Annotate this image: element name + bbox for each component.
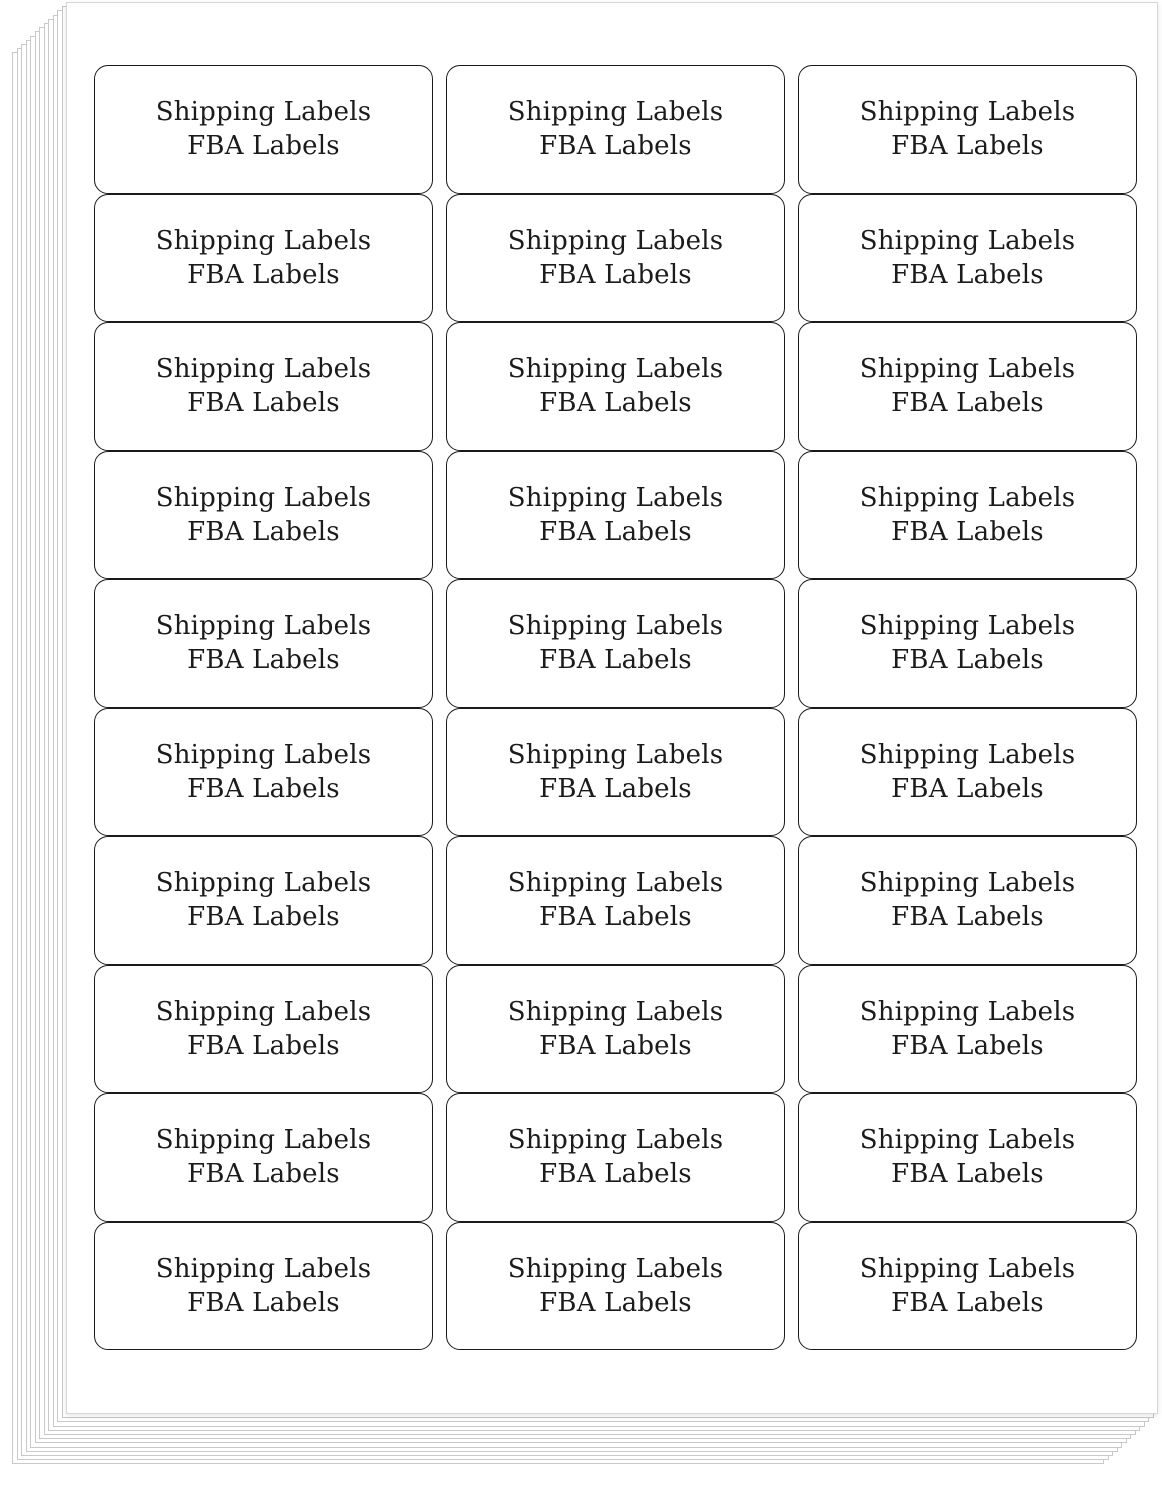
label-cell <box>446 1093 785 1222</box>
label-cell <box>446 65 785 194</box>
label-cell <box>446 708 785 837</box>
label-line-1: Shipping Labels <box>507 1125 724 1156</box>
label-cell <box>94 1222 433 1351</box>
label-line-1: Shipping Labels <box>859 611 1076 642</box>
label-cell <box>446 579 785 708</box>
label-line-2: FBA Labels <box>539 773 692 804</box>
label-line-1: Shipping Labels <box>859 1253 1076 1284</box>
label-line-1: Shipping Labels <box>859 482 1076 513</box>
label-line-2: FBA Labels <box>187 773 340 804</box>
label-line-2: FBA Labels <box>539 516 692 547</box>
label-line-2: FBA Labels <box>187 1159 340 1190</box>
label-line-1: Shipping Labels <box>859 996 1076 1027</box>
label-cell <box>446 322 785 451</box>
label-cell <box>94 65 433 194</box>
label-line-2: FBA Labels <box>539 1287 692 1318</box>
label-line-1: Shipping Labels <box>507 354 724 385</box>
label-grid <box>94 65 1137 1350</box>
label-line-1: Shipping Labels <box>507 482 724 513</box>
label-line-2: FBA Labels <box>187 902 340 933</box>
label-line-2: FBA Labels <box>891 1030 1044 1061</box>
label-cell <box>94 708 433 837</box>
label-line-1: Shipping Labels <box>859 225 1076 256</box>
label-line-2: FBA Labels <box>187 1287 340 1318</box>
label-line-1: Shipping Labels <box>155 354 372 385</box>
label-line-2: FBA Labels <box>539 1159 692 1190</box>
label-line-1: Shipping Labels <box>155 1253 372 1284</box>
label-cell <box>798 194 1137 323</box>
label-line-2: FBA Labels <box>539 645 692 676</box>
label-line-2: FBA Labels <box>891 131 1044 162</box>
label-cell <box>94 836 433 965</box>
label-cell <box>94 194 433 323</box>
label-line-1: Shipping Labels <box>155 996 372 1027</box>
label-cell <box>94 1093 433 1222</box>
label-line-2: FBA Labels <box>891 1287 1044 1318</box>
label-line-2: FBA Labels <box>187 259 340 290</box>
label-line-2: FBA Labels <box>891 1159 1044 1190</box>
label-cell <box>446 836 785 965</box>
label-line-1: Shipping Labels <box>507 868 724 899</box>
label-line-1: Shipping Labels <box>507 611 724 642</box>
label-line-1: Shipping Labels <box>859 739 1076 770</box>
label-line-2: FBA Labels <box>891 259 1044 290</box>
label-cell <box>798 322 1137 451</box>
label-cell <box>798 65 1137 194</box>
label-cell <box>798 451 1137 580</box>
label-cell <box>446 194 785 323</box>
label-cell <box>446 965 785 1094</box>
label-line-2: FBA Labels <box>891 773 1044 804</box>
label-line-1: Shipping Labels <box>859 97 1076 128</box>
label-cell <box>798 708 1137 837</box>
label-cell <box>446 1222 785 1351</box>
label-line-1: Shipping Labels <box>507 1253 724 1284</box>
label-line-1: Shipping Labels <box>507 739 724 770</box>
label-line-1: Shipping Labels <box>859 354 1076 385</box>
label-line-1: Shipping Labels <box>155 739 372 770</box>
label-line-2: FBA Labels <box>891 388 1044 419</box>
label-line-2: FBA Labels <box>539 1030 692 1061</box>
label-line-2: FBA Labels <box>539 902 692 933</box>
label-line-2: FBA Labels <box>539 259 692 290</box>
label-line-2: FBA Labels <box>187 131 340 162</box>
label-cell <box>798 1093 1137 1222</box>
label-cell <box>94 965 433 1094</box>
label-line-2: FBA Labels <box>187 1030 340 1061</box>
label-line-2: FBA Labels <box>539 388 692 419</box>
label-line-2: FBA Labels <box>891 902 1044 933</box>
label-line-1: Shipping Labels <box>507 97 724 128</box>
label-cell <box>94 579 433 708</box>
label-line-1: Shipping Labels <box>155 868 372 899</box>
label-line-2: FBA Labels <box>891 516 1044 547</box>
label-line-1: Shipping Labels <box>155 482 372 513</box>
label-line-1: Shipping Labels <box>507 996 724 1027</box>
label-line-2: FBA Labels <box>187 516 340 547</box>
label-line-2: FBA Labels <box>187 388 340 419</box>
label-cell <box>798 1222 1137 1351</box>
label-line-1: Shipping Labels <box>155 611 372 642</box>
label-cell <box>798 579 1137 708</box>
label-cell <box>798 836 1137 965</box>
label-line-1: Shipping Labels <box>507 225 724 256</box>
label-line-1: Shipping Labels <box>859 1125 1076 1156</box>
label-line-1: Shipping Labels <box>155 1125 372 1156</box>
label-line-2: FBA Labels <box>891 645 1044 676</box>
label-line-2: FBA Labels <box>539 131 692 162</box>
label-cell <box>446 451 785 580</box>
label-line-1: Shipping Labels <box>859 868 1076 899</box>
label-cell <box>94 451 433 580</box>
label-line-2: FBA Labels <box>187 645 340 676</box>
label-line-1: Shipping Labels <box>155 225 372 256</box>
label-cell <box>94 322 433 451</box>
label-cell <box>798 965 1137 1094</box>
label-line-1: Shipping Labels <box>155 97 372 128</box>
